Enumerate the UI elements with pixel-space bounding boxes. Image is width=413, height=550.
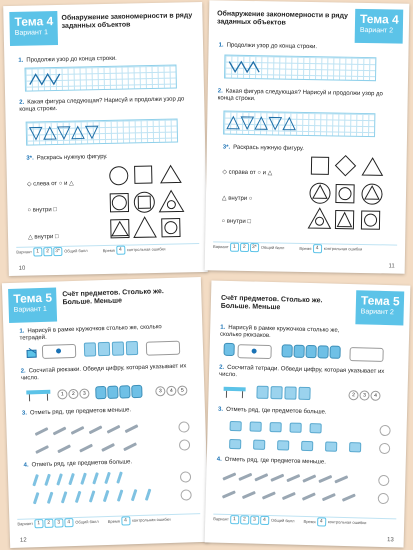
backpack-icon — [119, 385, 130, 398]
page-bottom-left — [2, 277, 209, 548]
notebook-icon — [126, 341, 138, 355]
pattern-grid-1[interactable] — [224, 55, 376, 82]
pen-icon — [318, 475, 332, 483]
task-1: 1. Нарисуй в рамке кружочков столько же, сколько рюкзаков. — [219, 324, 340, 340]
condition-inside-2: △ внутри □ — [27, 234, 59, 241]
task-2: 2. Сосчитай тетради. Обведи цифру, которая указывает их число. — [218, 364, 385, 379]
stick-icon — [107, 425, 121, 434]
eraser-icon — [229, 439, 241, 449]
dot-icon — [56, 348, 61, 353]
pen-icon — [47, 492, 54, 504]
answer-circle[interactable] — [180, 489, 191, 500]
topic-title: Тема 5 — [13, 290, 53, 306]
pen-icon — [322, 493, 336, 501]
stick-icon — [125, 424, 139, 433]
answer-circle[interactable] — [379, 443, 390, 454]
task-4: 4. Отметь ряд, где предметов больше. — [23, 459, 133, 469]
zigzag-pattern — [26, 68, 66, 91]
answer-frame[interactable] — [349, 347, 383, 362]
pen-icon — [238, 473, 252, 481]
shapes-grid[interactable] — [305, 152, 396, 236]
pen-icon — [222, 472, 236, 480]
circle-icon: ○ — [257, 170, 262, 177]
stick-icon — [35, 445, 49, 454]
notebook-icon — [256, 386, 268, 399]
topic-tab — [355, 290, 404, 325]
pattern-grid-1[interactable] — [24, 64, 176, 91]
stick-icon — [71, 426, 85, 435]
eraser-icon — [310, 423, 322, 433]
pen-icon — [103, 490, 110, 502]
school-desk-icon — [222, 385, 246, 398]
triangle-icon: △ — [69, 180, 74, 187]
topic-title: Тема 4 — [359, 11, 399, 27]
backpack-icon — [281, 344, 292, 357]
backpack-icon — [223, 343, 234, 356]
answer-frame[interactable] — [42, 344, 76, 359]
eraser-icon — [270, 422, 282, 432]
eraser-icon — [290, 423, 302, 433]
pen-icon — [61, 491, 68, 503]
backpack-icon — [131, 385, 142, 398]
pen-icon — [89, 490, 96, 502]
notebook-icon — [84, 342, 96, 356]
pen-icon — [56, 473, 63, 485]
pen-icon — [44, 474, 51, 486]
pen-icon — [75, 491, 82, 503]
pattern-grid-2[interactable] — [26, 118, 178, 145]
topic-title: Тема 5 — [360, 293, 400, 309]
pen-icon — [116, 471, 123, 483]
score-footer: Вариант 1 2 3* Общий балл Время 4 контрольная ошибки — [213, 241, 397, 259]
pen-icon — [270, 474, 284, 482]
condition-right-of: ◇ справа от ○ и △ — [222, 169, 273, 177]
triangles-pattern — [224, 112, 314, 136]
circle-icon: ○ — [221, 218, 226, 225]
backpack-icon — [317, 345, 328, 358]
dot-icon — [252, 349, 257, 354]
answer-circle[interactable] — [378, 475, 389, 486]
school-desk-icon — [25, 388, 51, 401]
page-title: Счёт предметов. Столько же. Больше. Меньше — [62, 288, 164, 307]
page-title: Обнаружение закономерности в ряду заданных объектов — [216, 10, 349, 27]
eraser-icon — [277, 440, 289, 450]
pen-icon — [282, 492, 296, 500]
page-number: 12 — [19, 537, 27, 544]
condition-inside-1: △ внутри ○ — [221, 195, 253, 203]
answer-frame[interactable] — [237, 344, 271, 359]
page-title: Обнаружение закономерности в ряду заданных объектов — [61, 12, 193, 30]
notebook-icon — [98, 342, 110, 356]
backpack-icon — [95, 386, 106, 399]
task-1: 1. Продолжи узор до конца строки. — [218, 42, 318, 51]
pen-icon — [32, 474, 39, 486]
triangle-icon: △ — [27, 234, 33, 241]
stick-icon — [35, 427, 49, 436]
pencil-sharpener-icon — [26, 346, 38, 358]
notebook-icon — [284, 386, 296, 399]
pattern-grid-2[interactable] — [223, 111, 375, 138]
stick-icon — [101, 443, 115, 452]
task-2: 2. Какая фигура следующая? Нарисуй и продолжи узор до конца строки. — [19, 96, 185, 113]
square-icon: □ — [247, 218, 252, 226]
pen-icon — [302, 492, 316, 500]
score-footer: Вариант 1 2 3 4 Общий балл Время 4 контрольная ошибки — [213, 514, 396, 534]
answer-frame[interactable] — [146, 341, 180, 356]
triangle-icon: △ — [221, 195, 227, 202]
task-2: 2. Сосчитай рюкзаки. Обведи цифру, которая указывает их число. — [20, 363, 187, 382]
page-top-right — [205, 0, 410, 273]
condition-inside-1: ○ внутри □ — [27, 207, 58, 214]
pen-icon — [117, 489, 124, 501]
score-footer: Вариант 1 2 3 4 Общий балл Время 4 контрольная ошибки — [17, 513, 200, 534]
pen-icon — [262, 491, 276, 499]
stick-icon — [89, 425, 103, 434]
answer-circle[interactable] — [378, 493, 389, 504]
page-number: 11 — [388, 263, 395, 270]
diamond-icon: ◇ — [26, 181, 32, 188]
page-bottom-right — [205, 280, 411, 547]
answer-circle[interactable] — [178, 421, 189, 432]
digit-choices: 3 4 5 — [155, 385, 188, 396]
pen-icon — [131, 489, 138, 501]
circle-icon: ○ — [248, 195, 253, 203]
topic-variant: Вариант 1 — [13, 305, 48, 314]
notebook-icon — [112, 341, 124, 355]
zigzag-pattern — [225, 56, 265, 79]
backpack-icon — [107, 386, 118, 399]
eraser-icon — [301, 441, 313, 451]
topic-variant: Вариант 2 — [359, 26, 394, 35]
stick-icon — [123, 442, 137, 451]
topic-variant: Вариант 1 — [14, 29, 49, 37]
answer-circle[interactable] — [179, 439, 190, 450]
circle-icon: ○ — [27, 207, 32, 214]
pen-icon — [222, 490, 236, 498]
pen-icon — [254, 473, 268, 481]
square-icon: □ — [54, 234, 59, 241]
stick-icon — [53, 426, 67, 435]
task-1: 1. Продолжи узор до конца строки. — [18, 55, 117, 64]
page-title: Счёт предметов. Столько же. Больше. Меньше — [220, 294, 323, 312]
pen-icon — [33, 492, 40, 504]
task-3: 3. Отметь ряд, где предметов больше. — [218, 406, 327, 416]
eraser-icon — [253, 440, 265, 450]
task-3: 3*. Раскрась нужную фигуру. — [222, 144, 305, 152]
shapes-grid[interactable] — [104, 160, 196, 244]
stick-icon — [79, 444, 93, 453]
task-3: 3*. Раскрась нужную фигуру. — [26, 153, 108, 162]
topic-title: Тема 4 — [14, 14, 54, 29]
topic-tab — [8, 287, 57, 322]
page-number: 13 — [386, 537, 394, 544]
pen-icon — [80, 473, 87, 485]
diamond-icon: ◇ — [222, 169, 228, 176]
circle-icon: ○ — [58, 180, 63, 187]
condition-left-of: ◇ слева от ○ и △ — [26, 180, 74, 188]
pen-icon — [286, 474, 300, 482]
eraser-icon — [325, 441, 337, 451]
backpack-icon — [305, 345, 316, 358]
pen-icon — [342, 493, 356, 501]
backpack-icon — [293, 345, 304, 358]
triangles-pattern — [27, 121, 117, 145]
page-number: 10 — [18, 265, 26, 272]
score-footer: Вариант 1 2 3* Общий балл Время 4 контрольная ошибки — [16, 243, 199, 262]
stick-icon — [57, 444, 71, 453]
triangle-icon: △ — [267, 170, 273, 177]
task-2: 2. Какая фигура следующая? Нарисуй и продолжи узор до конца строки. — [217, 88, 383, 103]
digit-choices: 2 3 4 — [348, 390, 381, 401]
eraser-icon — [250, 421, 262, 431]
square-icon: □ — [53, 207, 58, 214]
answer-circle[interactable] — [180, 471, 191, 482]
pen-icon — [302, 474, 316, 482]
backpack-icon — [329, 346, 340, 359]
eraser-icon — [230, 421, 242, 431]
topic-variant: Вариант 2 — [360, 308, 394, 317]
eraser-icon — [349, 442, 361, 452]
task-3: 3. Отметь ряд, где предметов меньше. — [21, 407, 132, 417]
condition-inside-2: ○ внутри □ — [221, 218, 252, 226]
pen-icon — [334, 475, 348, 483]
pen-icon — [68, 473, 75, 485]
topic-tab — [355, 9, 404, 44]
task-1: 1. Нарисуй в рамке кружочков столько же, сколько тетрадей. — [19, 324, 162, 342]
answer-circle[interactable] — [379, 425, 390, 436]
task-4: 4. Отметь ряд, где предметов меньше. — [216, 456, 326, 466]
notebook-icon — [270, 386, 282, 399]
digit-choices: 1 2 3 — [57, 388, 90, 399]
pen-icon — [104, 472, 111, 484]
pen-icon — [242, 491, 256, 499]
page-top-left — [3, 2, 208, 276]
pen-icon — [92, 472, 99, 484]
pen-icon — [145, 489, 152, 501]
notebook-icon — [298, 387, 310, 400]
topic-tab — [9, 11, 58, 46]
